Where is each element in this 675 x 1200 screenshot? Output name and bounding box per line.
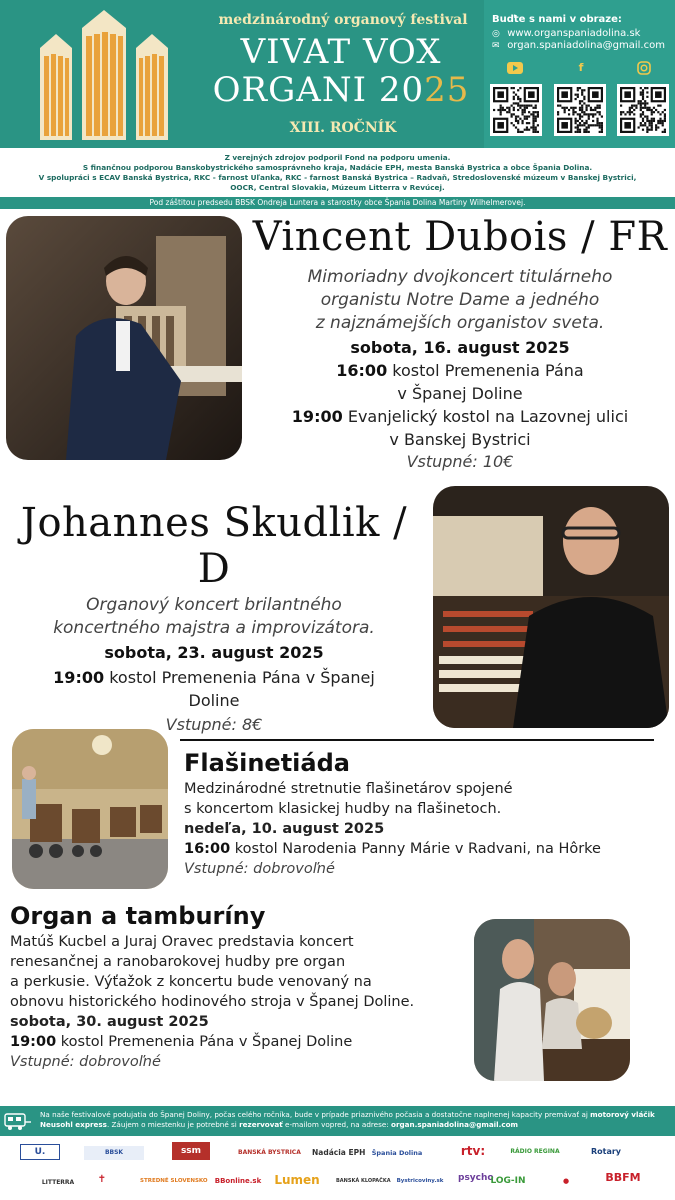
train-text-a: Na naše festivalové podujatia do Španej Doliny, počas celého ročníka, bude v prípade priaznivého počasia a dostatočne naplnenej kapacity premávať aj <box>40 1110 588 1119</box>
website-link[interactable] <box>492 28 640 39</box>
event-description-line2: s koncertom klasickej hudby na flašinetoch. <box>184 801 502 817</box>
photo-vincent-dubois <box>6 216 242 460</box>
logo-bbsk: BBSK <box>84 1146 144 1160</box>
event-title: Organ a tamburíny <box>10 902 266 930</box>
event-description-line3: z najznámejších organistov sveta. <box>315 313 605 333</box>
time-1: 16:00 <box>336 361 388 380</box>
event-time-place <box>10 1032 470 1052</box>
logo-bystricoviny: Bystricoviny.sk <box>396 1178 444 1184</box>
qr-code-instagram[interactable] <box>617 84 669 136</box>
logo-bbfm: BBFM <box>605 1171 641 1184</box>
event-time-place-2 <box>250 405 670 428</box>
logo-church-icon: ✝ <box>97 1174 107 1185</box>
reservation-email[interactable]: organ.spaniadolina@gmail.com <box>391 1120 519 1129</box>
entry-fee: Vstupné: dobrovoľné <box>184 861 335 877</box>
event-description-line2: koncertného majstra a improvizátora. <box>53 618 375 638</box>
logo-rotary: Rotary <box>590 1147 622 1156</box>
partner-logos <box>0 1138 675 1200</box>
sponsor-line-4: OOCR, Central Slovakia, Múzeum Litterra v Revúcej. <box>230 183 445 192</box>
logo-radio-regina: RÁDIO REGINA <box>510 1148 560 1155</box>
logo-banska-klopacka: BANSKÁ KLOPAČKA <box>336 1178 391 1184</box>
photo-flasinetiada <box>12 729 168 889</box>
sponsor-line-3: V spolupráci s ECAV Banská Bystrica, RKC - farnost Uľanka, RKC - farnost Banská Bystrica – Radvaň, Stredoslovenské múzeum v Banskej Bystrici, <box>38 173 637 182</box>
logo-rtvs: rtv: <box>460 1144 486 1158</box>
globe-icon: ◎ <box>492 29 500 39</box>
train-icon <box>4 1110 32 1132</box>
sponsor-line-2: S finančnou podporou Banskobystrického samosprávneho kraja, Nadácie EPH, mesta Banská Bystrica a obce Špania Dolina. <box>82 163 593 172</box>
festival-year-suffix: 25 <box>424 70 470 110</box>
train-text-c: e-mailom vopred, na adrese: <box>285 1120 389 1129</box>
instagram-icon[interactable] <box>635 60 653 76</box>
logo-spania-dolina: Špania Dolina <box>371 1149 423 1157</box>
event-time-place-1 <box>250 359 670 382</box>
logo-nadacia-eph: Nadácia EPH <box>312 1148 366 1157</box>
youtube-icon[interactable] <box>506 60 524 76</box>
logo-psycho: psycho <box>458 1173 494 1183</box>
festival-title-line1: VIVAT VOX <box>240 32 442 72</box>
event-description-line1: Organový koncert brilantného <box>86 595 342 615</box>
entry-fee: Vstupné: 10€ <box>406 452 514 471</box>
place-a: kostol Premenenia Pána v Španej <box>109 668 375 687</box>
festival-title <box>206 33 476 109</box>
event-flasinetiada <box>184 749 664 879</box>
event-organ-a-tamburiny <box>10 902 470 1072</box>
place-b: Doline <box>188 691 240 710</box>
festival-header <box>0 0 675 148</box>
event-description-line4: obnovu historického hodinového stroja v Španej Doline. <box>10 994 415 1010</box>
logo-mesto-bb: BANSKÁ BYSTRICA <box>238 1149 301 1156</box>
event-description-line1: Mimoriadny dvojkoncert titulárneho <box>307 267 613 287</box>
reserve-word: rezervovať <box>239 1120 283 1129</box>
entry-fee: Vstupné: dobrovoľné <box>10 1054 161 1070</box>
email-text: organ.spaniadolina@gmail.com <box>507 40 665 51</box>
place-1a: kostol Premenenia Pána <box>392 361 584 380</box>
event-time-place <box>4 666 424 689</box>
event-johannes-skudlik <box>4 500 424 738</box>
section-divider <box>180 739 654 741</box>
logo-ssm: ssm <box>172 1142 210 1160</box>
place-1b: v Španej Doline <box>397 384 523 403</box>
contact-panel <box>484 0 675 148</box>
patronage-bar: Pod záštitou predsedu BBSK Ondreja Luntera a starostky obce Špania Dolina Martiny Wilhelmerovej. <box>0 197 675 209</box>
place-2b: v Banskej Bystrici <box>389 430 531 449</box>
event-description-line1: Matúš Kucbel a Juraj Oravec predstavia koncert <box>10 934 354 950</box>
logo-stredne-slovensko: STREDNÉ SLOVENSKO <box>140 1178 208 1184</box>
train-name: motorový vláčik Neusohl express <box>40 1110 655 1129</box>
social-icons <box>484 60 675 78</box>
train-text-b: . Záujem o miestenku je potrebné si <box>106 1120 237 1129</box>
place: kostol Premenenia Pána v Španej Doline <box>60 1034 353 1050</box>
event-time-place <box>184 839 664 859</box>
festival-title-text: ORGANI 20 <box>212 70 425 110</box>
organ-pipes-logo <box>36 8 172 144</box>
entry-fee: Vstupné: 8€ <box>165 715 263 734</box>
event-date: sobota, 16. august 2025 <box>350 338 570 357</box>
performer-name: Johannes Skudlik / D <box>20 500 408 592</box>
festival-edition: XIII. ROČNÍK <box>289 120 397 136</box>
sponsor-text <box>0 150 675 196</box>
facebook-icon[interactable]: f <box>578 61 584 74</box>
time-2: 19:00 <box>291 407 343 426</box>
event-description-line3: a perkusie. Výťažok z koncertu bude venovaný na <box>10 974 372 990</box>
qr-code-youtube[interactable] <box>490 84 542 136</box>
event-description-line2: organistu Notre Dame a jedného <box>320 290 600 310</box>
qr-code-facebook[interactable] <box>554 84 606 136</box>
logo-bbonline: BBonline.sk <box>214 1177 262 1185</box>
festival-title-line2 <box>206 71 476 109</box>
train-info-bar <box>0 1106 675 1136</box>
performer-name: Vincent Dubois / FR <box>252 214 668 260</box>
logo-litterra: LITTERRA <box>41 1179 75 1186</box>
website-text: www.organspaniadolina.sk <box>507 28 641 39</box>
logo-lumen: Lumen <box>274 1173 320 1187</box>
photo-johannes-skudlik <box>433 486 669 728</box>
train-info-text <box>40 1110 670 1130</box>
event-description-line2: renesančnej a ranobarokovej hudby pre organ <box>10 954 346 970</box>
place-2a: Evanjelický kostol na Lazovnej ulici <box>347 407 629 426</box>
place: kostol Narodenia Panny Márie v Radvani, na Hôrke <box>234 841 601 857</box>
time: 19:00 <box>53 668 105 687</box>
time: 16:00 <box>184 841 231 857</box>
time: 19:00 <box>10 1034 57 1050</box>
photo-organ-a-tamburiny <box>474 919 630 1081</box>
event-description-line1: Medzinárodné stretnutie flašinetárov spojené <box>184 781 513 797</box>
event-date: sobota, 30. august 2025 <box>10 1014 209 1030</box>
event-date: nedeľa, 10. august 2025 <box>184 821 385 837</box>
mail-icon: ✉ <box>492 41 500 51</box>
event-title: Flašinetiáda <box>184 749 350 777</box>
logo-fpu: U. <box>20 1144 60 1160</box>
event-vincent-dubois <box>250 214 670 473</box>
contact-title: Buďte s nami v obraze: <box>492 14 622 25</box>
logo-log-in: LOG-IN <box>490 1176 526 1186</box>
email-link[interactable] <box>492 40 665 51</box>
sponsor-line-1: Z verejných zdrojov podporil Fond na podporu umenia. <box>224 153 451 162</box>
logo-small-red: ● <box>562 1177 570 1185</box>
event-date: sobota, 23. august 2025 <box>104 643 324 662</box>
festival-subtitle: medzinárodný organový festival <box>218 12 468 28</box>
